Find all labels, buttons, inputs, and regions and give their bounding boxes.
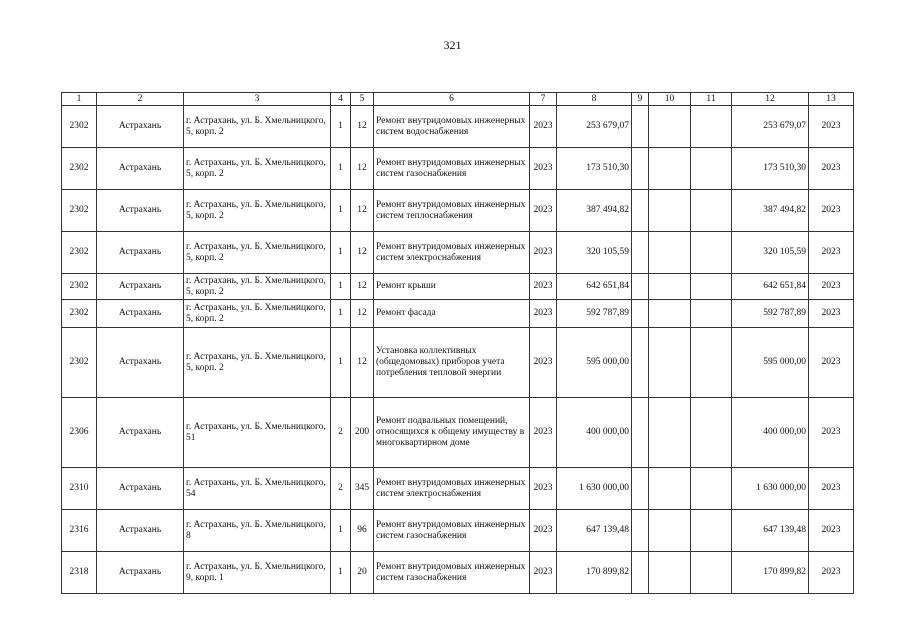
municipality-cell: Астрахань: [97, 510, 184, 552]
table-row: [62, 232, 854, 274]
total-cell: 642 651,84: [732, 274, 809, 300]
column-number-12: 12: [732, 93, 809, 106]
work-type-cell: Ремонт фасада: [374, 300, 530, 328]
table-row: [62, 328, 854, 398]
col9-cell: [632, 232, 649, 274]
total-cell: 595 000,00: [732, 328, 809, 398]
cost-cell: 647 139,48: [557, 510, 632, 552]
col10-cell: [649, 552, 691, 594]
work-type-cell: Ремонт внутридомовых инженерных систем теплоснабжения: [374, 190, 530, 232]
total-cell: 1 630 000,00: [732, 468, 809, 510]
col11-cell: [691, 398, 732, 468]
table-row: [62, 190, 854, 232]
municipality-cell: Астрахань: [97, 106, 184, 148]
category-cell: 1: [331, 510, 351, 552]
column-number-10: 10: [649, 93, 691, 106]
address-cell: г. Астрахань, ул. Б. Хмельницкого, 5, корп. 2: [184, 274, 331, 300]
end-year-cell: 2023: [809, 468, 854, 510]
category-cell: 1: [331, 148, 351, 190]
total-cell: 592 787,89: [732, 300, 809, 328]
end-year-cell: 2023: [809, 232, 854, 274]
cost-cell: 642 651,84: [557, 274, 632, 300]
municipality-cell: Астрахань: [97, 468, 184, 510]
address-cell: г. Астрахань, ул. Б. Хмельницкого, 5, корп. 2: [184, 148, 331, 190]
work-type-cell: Ремонт внутридомовых инженерных систем водоснабжения: [374, 106, 530, 148]
end-year-cell: 2023: [809, 552, 854, 594]
work-type-cell: Ремонт внутридомовых инженерных систем газоснабжения: [374, 552, 530, 594]
work-type-cell: Ремонт внутридомовых инженерных систем электроснабжения: [374, 468, 530, 510]
cost-cell: 253 679,07: [557, 106, 632, 148]
cost-cell: 170 899,82: [557, 552, 632, 594]
col10-cell: [649, 398, 691, 468]
municipality-cell: Астрахань: [97, 274, 184, 300]
year-cell: 2023: [530, 232, 557, 274]
table-row: [62, 148, 854, 190]
apartments-cell: 200: [351, 398, 374, 468]
apartments-cell: 12: [351, 328, 374, 398]
col9-cell: [632, 328, 649, 398]
end-year-cell: 2023: [809, 328, 854, 398]
col11-cell: [691, 552, 732, 594]
col10-cell: [649, 328, 691, 398]
end-year-cell: 2023: [809, 190, 854, 232]
end-year-cell: 2023: [809, 398, 854, 468]
col9-cell: [632, 510, 649, 552]
municipality-cell: Астрахань: [97, 232, 184, 274]
address-cell: г. Астрахань, ул. Б. Хмельницкого, 5, корп. 2: [184, 232, 331, 274]
col10-cell: [649, 232, 691, 274]
category-cell: 1: [331, 328, 351, 398]
municipality-cell: Астрахань: [97, 328, 184, 398]
total-cell: 170 899,82: [732, 552, 809, 594]
year-cell: 2023: [530, 398, 557, 468]
municipality-cell: Астрахань: [97, 148, 184, 190]
col11-cell: [691, 510, 732, 552]
col9-cell: [632, 398, 649, 468]
col11-cell: [691, 190, 732, 232]
code-cell: 2310: [62, 468, 97, 510]
address-cell: г. Астрахань, ул. Б. Хмельницкого, 5, корп. 2: [184, 190, 331, 232]
col9-cell: [632, 300, 649, 328]
cost-cell: 592 787,89: [557, 300, 632, 328]
cost-cell: 1 630 000,00: [557, 468, 632, 510]
column-number-6: 6: [374, 93, 530, 106]
column-number-1: 1: [62, 93, 97, 106]
year-cell: 2023: [530, 510, 557, 552]
page-number: 321: [443, 38, 462, 52]
col10-cell: [649, 148, 691, 190]
code-cell: 2302: [62, 190, 97, 232]
table-header: [62, 93, 854, 106]
col11-cell: [691, 468, 732, 510]
total-cell: 253 679,07: [732, 106, 809, 148]
col9-cell: [632, 148, 649, 190]
table-row: [62, 398, 854, 468]
column-number-2: 2: [97, 93, 184, 106]
total-cell: 173 510,30: [732, 148, 809, 190]
apartments-cell: 12: [351, 106, 374, 148]
apartments-cell: 20: [351, 552, 374, 594]
work-type-cell: Ремонт крыши: [374, 274, 530, 300]
year-cell: 2023: [530, 468, 557, 510]
col9-cell: [632, 190, 649, 232]
column-number-4: 4: [331, 93, 351, 106]
apartments-cell: 345: [351, 468, 374, 510]
column-number-9: 9: [632, 93, 649, 106]
table-row: [62, 552, 854, 594]
address-cell: г. Астрахань, ул. Б. Хмельницкого, 5, корп. 2: [184, 300, 331, 328]
cost-cell: 387 494,82: [557, 190, 632, 232]
col9-cell: [632, 274, 649, 300]
category-cell: 1: [331, 552, 351, 594]
work-type-cell: Ремонт внутридомовых инженерных систем газоснабжения: [374, 148, 530, 190]
year-cell: 2023: [530, 300, 557, 328]
end-year-cell: 2023: [809, 148, 854, 190]
work-type-cell: Ремонт внутридомовых инженерных систем газоснабжения: [374, 510, 530, 552]
work-type-cell: Ремонт подвальных помещений, относящихся к общему имуществу в многоквартирном доме: [374, 398, 530, 468]
apartments-cell: 12: [351, 232, 374, 274]
category-cell: 1: [331, 190, 351, 232]
code-cell: 2318: [62, 552, 97, 594]
col11-cell: [691, 232, 732, 274]
total-cell: 400 000,00: [732, 398, 809, 468]
year-cell: 2023: [530, 106, 557, 148]
table-row: [62, 468, 854, 510]
col11-cell: [691, 300, 732, 328]
column-number-8: 8: [557, 93, 632, 106]
cost-cell: 320 105,59: [557, 232, 632, 274]
col9-cell: [632, 106, 649, 148]
municipality-cell: Астрахань: [97, 398, 184, 468]
category-cell: 2: [331, 398, 351, 468]
address-cell: г. Астрахань, ул. Б. Хмельницкого, 54: [184, 468, 331, 510]
category-cell: 1: [331, 300, 351, 328]
column-number-5: 5: [351, 93, 374, 106]
year-cell: 2023: [530, 274, 557, 300]
municipality-cell: Астрахань: [97, 300, 184, 328]
apartments-cell: 96: [351, 510, 374, 552]
category-cell: 1: [331, 106, 351, 148]
apartments-cell: 12: [351, 148, 374, 190]
total-cell: 320 105,59: [732, 232, 809, 274]
work-type-cell: Ремонт внутридомовых инженерных систем электроснабжения: [374, 232, 530, 274]
municipality-cell: Астрахань: [97, 552, 184, 594]
code-cell: 2306: [62, 398, 97, 468]
year-cell: 2023: [530, 328, 557, 398]
col11-cell: [691, 106, 732, 148]
total-cell: 387 494,82: [732, 190, 809, 232]
end-year-cell: 2023: [809, 106, 854, 148]
table-body: [62, 106, 854, 594]
cost-cell: 400 000,00: [557, 398, 632, 468]
code-cell: 2302: [62, 274, 97, 300]
col11-cell: [691, 148, 732, 190]
code-cell: 2302: [62, 148, 97, 190]
code-cell: 2302: [62, 232, 97, 274]
apartments-cell: 12: [351, 190, 374, 232]
col11-cell: [691, 274, 732, 300]
table-row: [62, 300, 854, 328]
address-cell: г. Астрахань, ул. Б. Хмельницкого, 9, корп. 1: [184, 552, 331, 594]
col11-cell: [691, 328, 732, 398]
year-cell: 2023: [530, 190, 557, 232]
address-cell: г. Астрахань, ул. Б. Хмельницкого, 5, корп. 2: [184, 328, 331, 398]
table-row: [62, 274, 854, 300]
municipality-cell: Астрахань: [97, 190, 184, 232]
address-cell: г. Астрахань, ул. Б. Хмельницкого, 51: [184, 398, 331, 468]
code-cell: 2302: [62, 328, 97, 398]
code-cell: 2302: [62, 300, 97, 328]
category-cell: 2: [331, 468, 351, 510]
year-cell: 2023: [530, 148, 557, 190]
col10-cell: [649, 106, 691, 148]
col10-cell: [649, 510, 691, 552]
col9-cell: [632, 552, 649, 594]
address-cell: г. Астрахань, ул. Б. Хмельницкого, 8: [184, 510, 331, 552]
table-row: [62, 510, 854, 552]
col10-cell: [649, 468, 691, 510]
col10-cell: [649, 274, 691, 300]
end-year-cell: 2023: [809, 300, 854, 328]
category-cell: 1: [331, 232, 351, 274]
table-row: [62, 106, 854, 148]
category-cell: 1: [331, 274, 351, 300]
repair-registry-table: [61, 92, 854, 594]
end-year-cell: 2023: [809, 274, 854, 300]
header-row: [62, 93, 854, 106]
col9-cell: [632, 468, 649, 510]
col10-cell: [649, 300, 691, 328]
code-cell: 2302: [62, 106, 97, 148]
total-cell: 647 139,48: [732, 510, 809, 552]
cost-cell: 595 000,00: [557, 328, 632, 398]
col10-cell: [649, 190, 691, 232]
apartments-cell: 12: [351, 274, 374, 300]
code-cell: 2316: [62, 510, 97, 552]
column-number-7: 7: [530, 93, 557, 106]
apartments-cell: 12: [351, 300, 374, 328]
year-cell: 2023: [530, 552, 557, 594]
work-type-cell: Установка коллективных (общедомовых) приборов учета потребления тепловой энергии: [374, 328, 530, 398]
cost-cell: 173 510,30: [557, 148, 632, 190]
address-cell: г. Астрахань, ул. Б. Хмельницкого, 5, корп. 2: [184, 106, 331, 148]
column-number-11: 11: [691, 93, 732, 106]
column-number-3: 3: [184, 93, 331, 106]
column-number-13: 13: [809, 93, 854, 106]
end-year-cell: 2023: [809, 510, 854, 552]
